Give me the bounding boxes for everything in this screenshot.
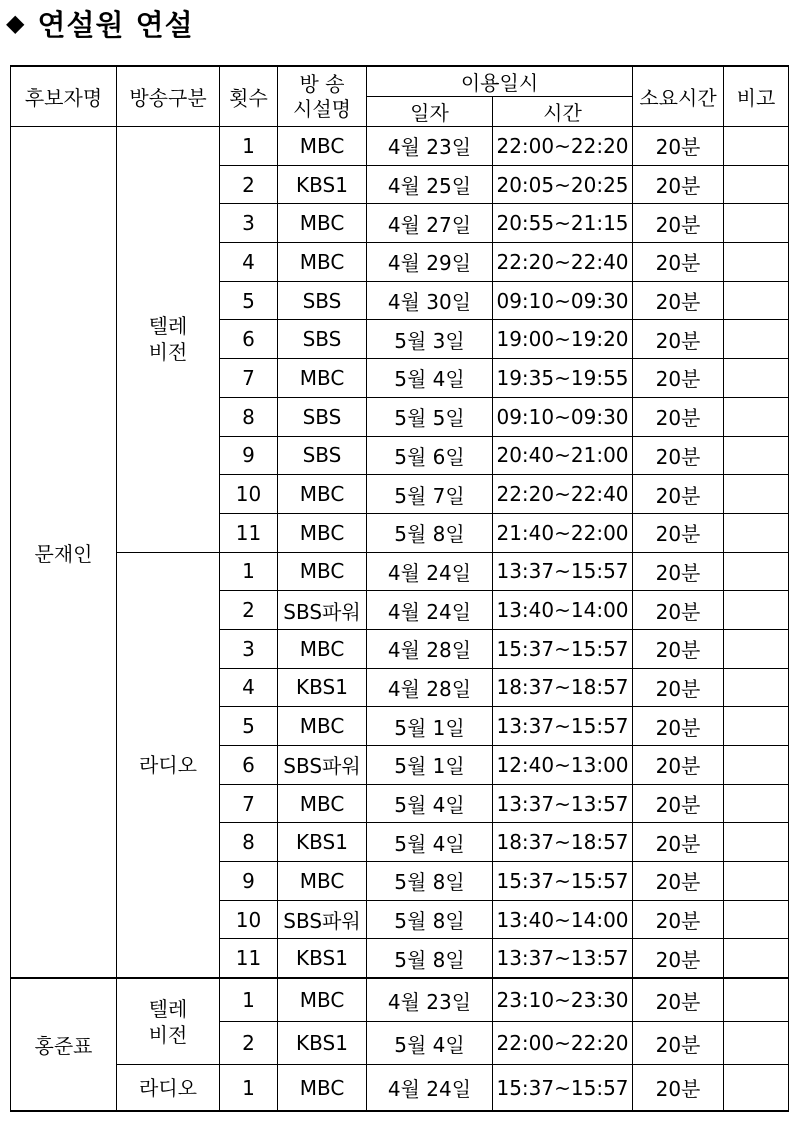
duration-cell: 20분 <box>633 707 724 746</box>
note-cell <box>724 165 789 204</box>
count-cell: 2 <box>220 1022 278 1065</box>
station-cell: MBC <box>278 204 367 243</box>
count-cell: 1 <box>220 127 278 166</box>
station-cell: SBS <box>278 436 367 475</box>
date-cell: 5월 5일 <box>367 397 493 436</box>
note-cell <box>724 707 789 746</box>
station-cell: MBC <box>278 359 367 398</box>
time-cell: 09:10~09:30 <box>493 397 633 436</box>
note-cell <box>724 746 789 785</box>
count-cell: 10 <box>220 900 278 939</box>
time-cell: 15:37~15:57 <box>493 1065 633 1112</box>
station-cell: KBS1 <box>278 668 367 707</box>
duration-cell: 20분 <box>633 862 724 901</box>
count-cell: 7 <box>220 784 278 823</box>
date-cell: 4월 24일 <box>367 1065 493 1112</box>
date-cell: 4월 23일 <box>367 127 493 166</box>
count-cell: 1 <box>220 978 278 1022</box>
station-cell: MBC <box>278 127 367 166</box>
station-cell: MBC <box>278 1065 367 1112</box>
count-cell: 5 <box>220 281 278 320</box>
date-cell: 5월 8일 <box>367 939 493 978</box>
time-cell: 22:20~22:40 <box>493 243 633 282</box>
time-cell: 22:00~22:20 <box>493 1022 633 1065</box>
note-cell <box>724 243 789 282</box>
time-cell: 13:37~15:57 <box>493 707 633 746</box>
page-title-text: 연설원 연설 <box>37 7 194 42</box>
table-header <box>11 66 789 127</box>
note-cell <box>724 939 789 978</box>
station-cell: MBC <box>278 552 367 591</box>
station-cell: MBC <box>278 629 367 668</box>
station-cell: KBS1 <box>278 1022 367 1065</box>
table-row <box>11 127 789 166</box>
count-cell: 2 <box>220 165 278 204</box>
header-datetime: 이용일시 <box>367 66 633 97</box>
note-cell <box>724 320 789 359</box>
note-cell <box>724 475 789 514</box>
station-cell: SBS <box>278 281 367 320</box>
time-cell: 20:05~20:25 <box>493 165 633 204</box>
note-cell <box>724 668 789 707</box>
date-cell: 5월 6일 <box>367 436 493 475</box>
station-cell: MBC <box>278 243 367 282</box>
time-cell: 18:37~18:57 <box>493 668 633 707</box>
station-cell: MBC <box>278 707 367 746</box>
station-cell: MBC <box>278 475 367 514</box>
count-cell: 3 <box>220 629 278 668</box>
count-cell: 4 <box>220 243 278 282</box>
duration-cell: 20분 <box>633 784 724 823</box>
date-cell: 5월 4일 <box>367 784 493 823</box>
date-cell: 4월 29일 <box>367 243 493 282</box>
candidate-name-cell: 문재인 <box>11 127 117 979</box>
duration-cell: 20분 <box>633 243 724 282</box>
time-cell: 15:37~15:57 <box>493 629 633 668</box>
duration-cell: 20분 <box>633 320 724 359</box>
duration-cell: 20분 <box>633 1065 724 1112</box>
table-body <box>11 127 789 1112</box>
count-cell: 11 <box>220 939 278 978</box>
station-cell: SBS파워 <box>278 900 367 939</box>
date-cell: 5월 4일 <box>367 1022 493 1065</box>
station-cell: SBS파워 <box>278 591 367 630</box>
date-cell: 4월 27일 <box>367 204 493 243</box>
duration-cell: 20분 <box>633 513 724 552</box>
broadcast-category-cell: 텔레 비전 <box>117 978 220 1065</box>
duration-cell: 20분 <box>633 165 724 204</box>
duration-cell: 20분 <box>633 552 724 591</box>
time-cell: 23:10~23:30 <box>493 978 633 1022</box>
count-cell: 1 <box>220 552 278 591</box>
note-cell <box>724 127 789 166</box>
table-row <box>11 978 789 1022</box>
duration-cell: 20분 <box>633 629 724 668</box>
count-cell: 5 <box>220 707 278 746</box>
date-cell: 4월 23일 <box>367 978 493 1022</box>
duration-cell: 20분 <box>633 823 724 862</box>
duration-cell: 20분 <box>633 397 724 436</box>
duration-cell: 20분 <box>633 475 724 514</box>
time-cell: 13:37~13:57 <box>493 939 633 978</box>
date-cell: 4월 25일 <box>367 165 493 204</box>
station-cell: SBS파워 <box>278 746 367 785</box>
duration-cell: 20분 <box>633 127 724 166</box>
station-cell: MBC <box>278 513 367 552</box>
broadcast-category-cell: 라디오 <box>117 552 220 978</box>
header-facility: 방 송 시설명 <box>278 66 367 127</box>
duration-cell: 20분 <box>633 591 724 630</box>
note-cell <box>724 591 789 630</box>
date-cell: 5월 4일 <box>367 823 493 862</box>
note-cell <box>724 900 789 939</box>
header-category: 방송구분 <box>117 66 220 127</box>
duration-cell: 20분 <box>633 436 724 475</box>
date-cell: 5월 7일 <box>367 475 493 514</box>
note-cell <box>724 204 789 243</box>
time-cell: 20:55~21:15 <box>493 204 633 243</box>
date-cell: 4월 30일 <box>367 281 493 320</box>
date-cell: 5월 8일 <box>367 900 493 939</box>
time-cell: 15:37~15:57 <box>493 862 633 901</box>
note-cell <box>724 436 789 475</box>
duration-cell: 20분 <box>633 359 724 398</box>
broadcast-category-cell: 텔레 비전 <box>117 127 220 553</box>
note-cell <box>724 552 789 591</box>
date-cell: 4월 28일 <box>367 668 493 707</box>
count-cell: 2 <box>220 591 278 630</box>
time-cell: 20:40~21:00 <box>493 436 633 475</box>
time-cell: 09:10~09:30 <box>493 281 633 320</box>
table-row <box>11 1065 789 1112</box>
header-candidate: 후보자명 <box>11 66 117 127</box>
note-cell <box>724 823 789 862</box>
date-cell: 5월 3일 <box>367 320 493 359</box>
duration-cell: 20분 <box>633 204 724 243</box>
time-cell: 13:40~14:00 <box>493 900 633 939</box>
candidate-name-cell: 홍준표 <box>11 978 117 1111</box>
count-cell: 9 <box>220 862 278 901</box>
station-cell: MBC <box>278 784 367 823</box>
duration-cell: 20분 <box>633 281 724 320</box>
date-cell: 4월 24일 <box>367 591 493 630</box>
count-cell: 4 <box>220 668 278 707</box>
count-cell: 11 <box>220 513 278 552</box>
count-cell: 8 <box>220 823 278 862</box>
note-cell <box>724 359 789 398</box>
time-cell: 13:37~15:57 <box>493 552 633 591</box>
header-note: 비고 <box>724 66 789 127</box>
duration-cell: 20분 <box>633 746 724 785</box>
station-cell: MBC <box>278 862 367 901</box>
time-cell: 13:37~13:57 <box>493 784 633 823</box>
duration-cell: 20분 <box>633 1022 724 1065</box>
time-cell: 22:00~22:20 <box>493 127 633 166</box>
count-cell: 9 <box>220 436 278 475</box>
count-cell: 8 <box>220 397 278 436</box>
date-cell: 5월 4일 <box>367 359 493 398</box>
count-cell: 10 <box>220 475 278 514</box>
time-cell: 19:00~19:20 <box>493 320 633 359</box>
diamond-bullet-icon: ◆ <box>6 9 26 37</box>
date-cell: 4월 28일 <box>367 629 493 668</box>
station-cell: KBS1 <box>278 939 367 978</box>
time-cell: 12:40~13:00 <box>493 746 633 785</box>
note-cell <box>724 862 789 901</box>
header-time: 시간 <box>493 97 633 127</box>
duration-cell: 20분 <box>633 978 724 1022</box>
count-cell: 3 <box>220 204 278 243</box>
count-cell: 1 <box>220 1065 278 1112</box>
date-cell: 5월 8일 <box>367 862 493 901</box>
note-cell <box>724 281 789 320</box>
duration-cell: 20분 <box>633 939 724 978</box>
station-cell: KBS1 <box>278 823 367 862</box>
count-cell: 7 <box>220 359 278 398</box>
count-cell: 6 <box>220 320 278 359</box>
time-cell: 13:40~14:00 <box>493 591 633 630</box>
note-cell <box>724 1022 789 1065</box>
time-cell: 21:40~22:00 <box>493 513 633 552</box>
station-cell: KBS1 <box>278 165 367 204</box>
header-count: 횟수 <box>220 66 278 127</box>
date-cell: 5월 1일 <box>367 707 493 746</box>
broadcast-category-cell: 라디오 <box>117 1065 220 1112</box>
note-cell <box>724 784 789 823</box>
note-cell <box>724 978 789 1022</box>
note-cell <box>724 629 789 668</box>
duration-cell: 20분 <box>633 900 724 939</box>
time-cell: 19:35~19:55 <box>493 359 633 398</box>
time-cell: 22:20~22:40 <box>493 475 633 514</box>
station-cell: MBC <box>278 978 367 1022</box>
duration-cell: 20분 <box>633 668 724 707</box>
header-duration: 소요시간 <box>633 66 724 127</box>
header-date: 일자 <box>367 97 493 127</box>
time-cell: 18:37~18:57 <box>493 823 633 862</box>
note-cell <box>724 1065 789 1112</box>
note-cell <box>724 397 789 436</box>
date-cell: 4월 24일 <box>367 552 493 591</box>
broadcast-schedule-table <box>10 65 789 1112</box>
page-title <box>6 0 194 46</box>
table-row <box>11 552 789 591</box>
station-cell: SBS <box>278 320 367 359</box>
date-cell: 5월 8일 <box>367 513 493 552</box>
station-cell: SBS <box>278 397 367 436</box>
date-cell: 5월 1일 <box>367 746 493 785</box>
count-cell: 6 <box>220 746 278 785</box>
note-cell <box>724 513 789 552</box>
